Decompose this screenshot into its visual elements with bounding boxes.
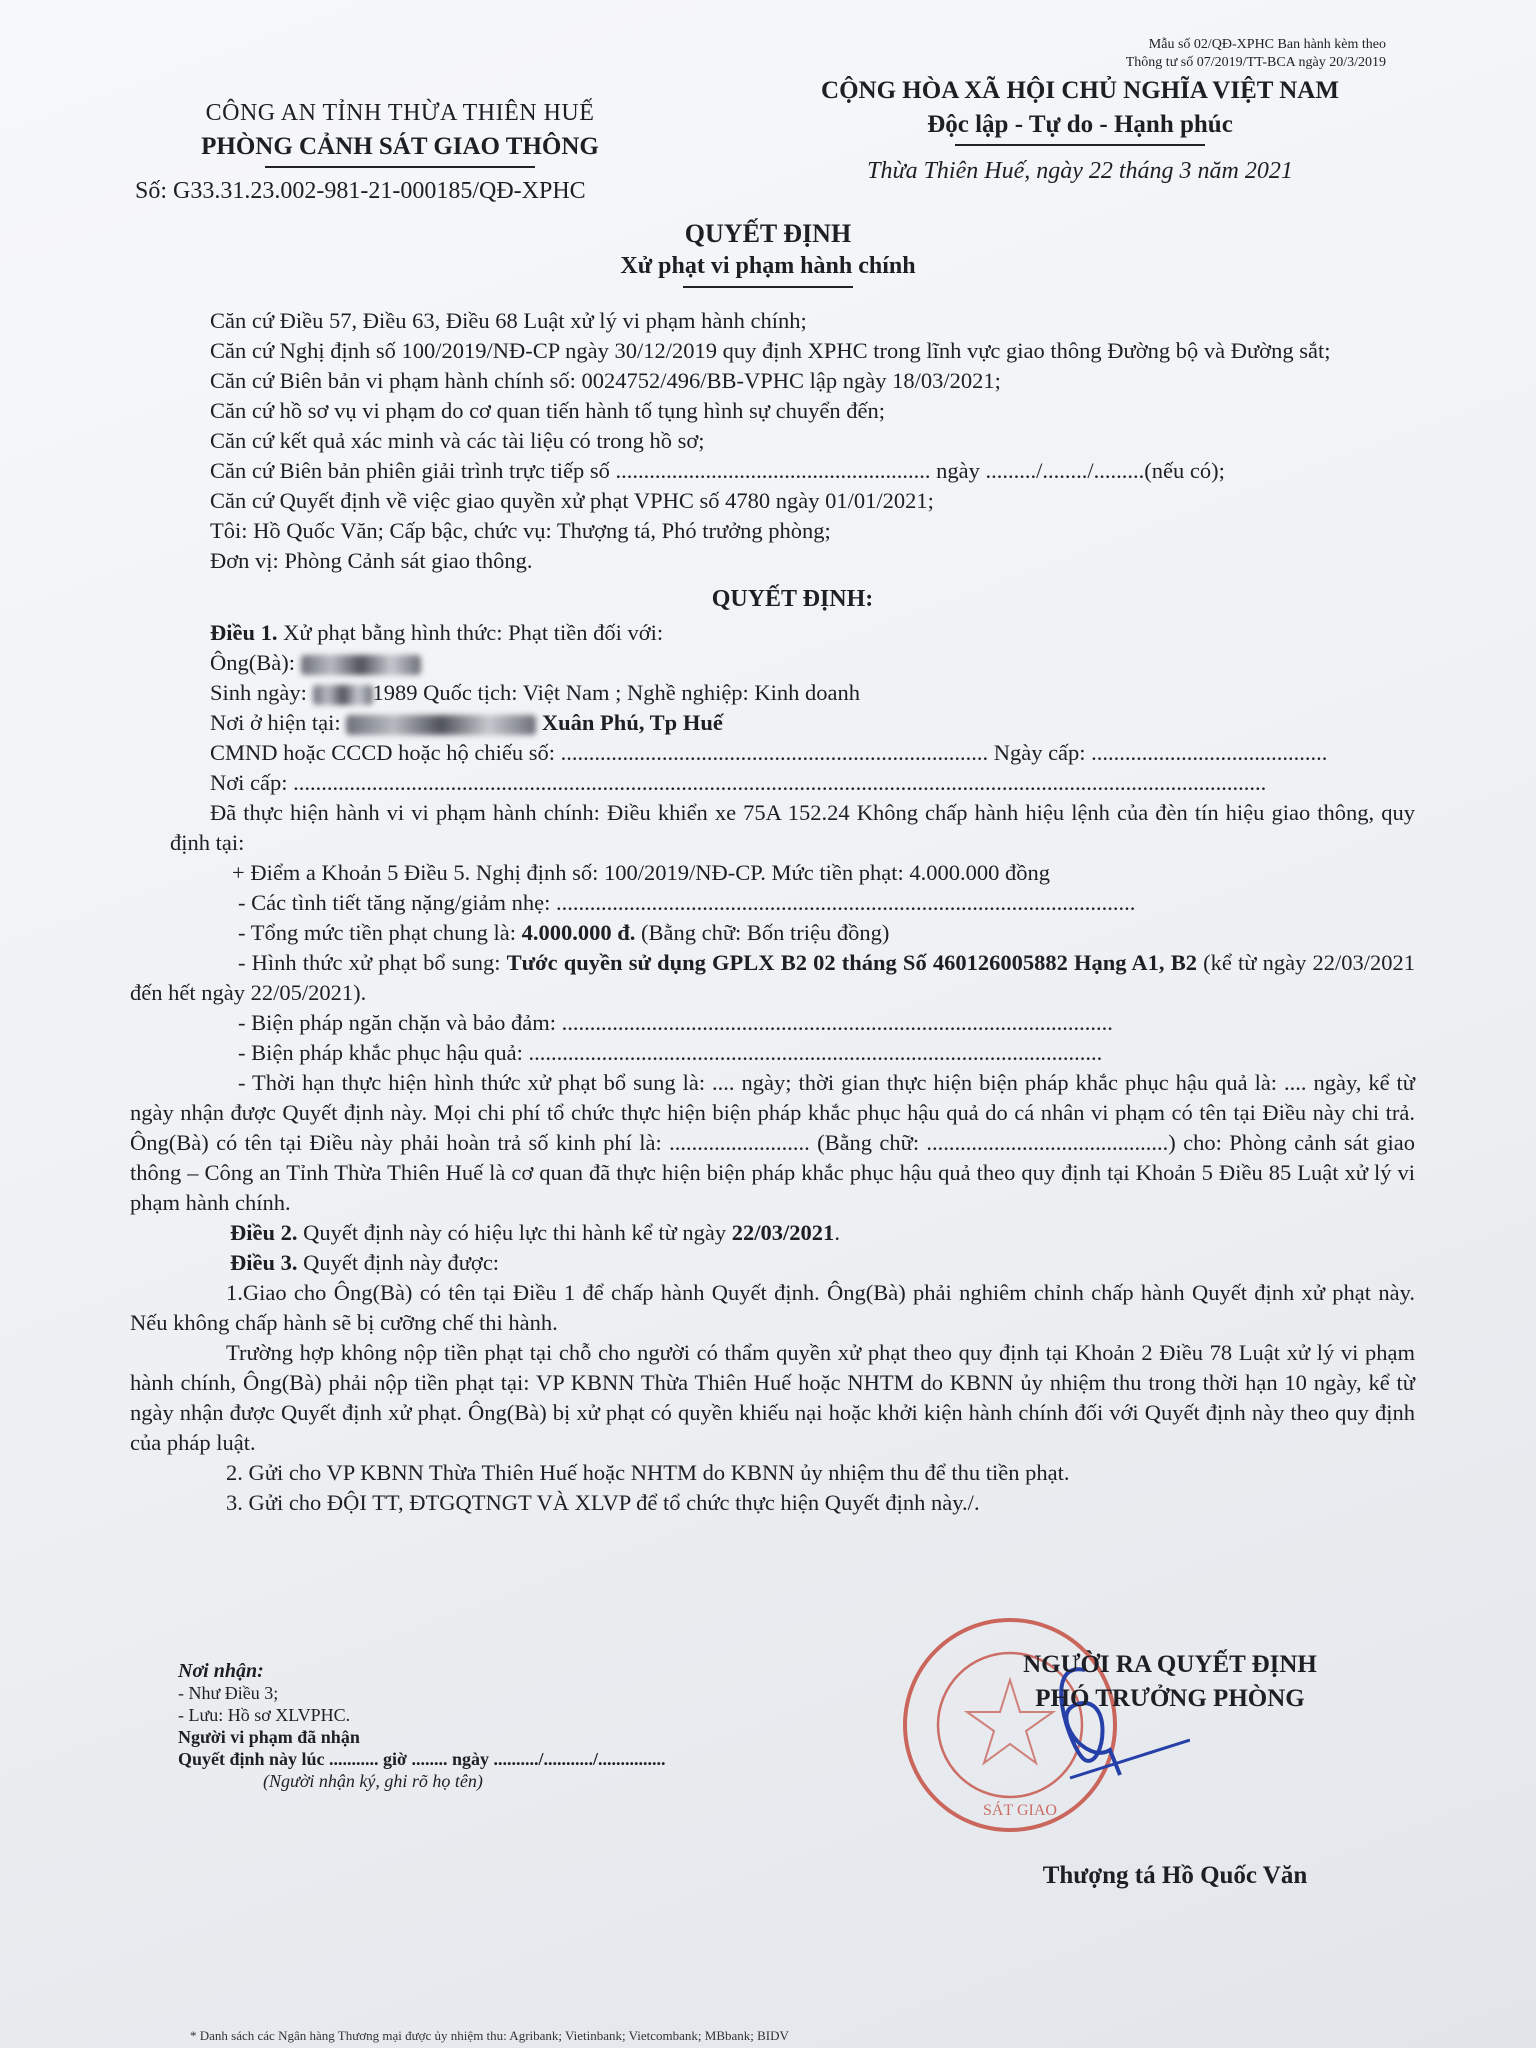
- total-words: (Bằng chữ: Bốn triệu đồng): [635, 920, 890, 945]
- extra-penalty: [130, 948, 1415, 1008]
- header-right: [780, 74, 1380, 188]
- remedy-line: - Biện pháp khắc phục hậu quả: ......................................................................................................: [238, 1040, 1103, 1065]
- article1-label: Điều 1.: [210, 620, 278, 645]
- id-line: CMND hoặc CCCD hoặc hộ chiếu số: ............................................................................ Ngày cấp: ..........................................: [210, 740, 1328, 765]
- circumstances-line: - Các tình tiết tăng nặng/giảm nhẹ: .......................................................................................................: [238, 890, 1136, 915]
- title-sub: Xử phạt vi phạm hành chính: [620, 253, 916, 279]
- article2-end: .: [834, 1220, 840, 1245]
- total-label: - Tổng mức tiền phạt chung là:: [238, 920, 522, 945]
- redacted-birthdate: [313, 685, 373, 705]
- prevent-line: - Biện pháp ngăn chặn và bảo đảm: ..................................................................................................: [238, 1010, 1113, 1035]
- divider: [955, 144, 1205, 146]
- decision-heading: QUYẾT ĐỊNH:: [711, 586, 874, 612]
- article1-intro-text: Xử phạt bằng hình thức: Phạt tiền đối với:: [277, 620, 664, 645]
- form-note-line2: Thông tư số 07/2019/TT-BCA ngày 20/3/2019: [1125, 55, 1386, 70]
- footer-note: * Danh sách các Ngân hàng Thương mại được ủy nhiệm thu: Agribank; Vietinbank; Vietcombank; MBbank; BIDV: [190, 2028, 789, 2043]
- birth-label: Sinh ngày:: [210, 680, 307, 705]
- form-note: [1126, 36, 1386, 72]
- extra-rest: (kể từ ngày 22/03/2021 đến hết ngày 22/05/2021).: [130, 950, 1415, 1005]
- total-line: [170, 918, 1415, 948]
- signer-role1: NGƯỜI RA QUYẾT ĐỊNH: [1023, 1651, 1317, 1678]
- divider: [683, 286, 853, 288]
- extra-bold: Tước quyền sử dụng GPLX B2 02 tháng Số 460126005882 Hạng A1, B2: [506, 950, 1197, 975]
- redacted-name: [301, 655, 421, 675]
- official-stamp: [870, 1600, 1190, 1860]
- place-date: Thừa Thiên Huế, ngày 22 tháng 3 năm 2021: [867, 158, 1293, 184]
- article3-item3: 3. Gửi cho ĐỘI TT, ĐTGQTNGT VÀ XLVP để tổ chức thực hiện Quyết định này./.: [226, 1490, 980, 1515]
- divider: [265, 166, 535, 168]
- basis-line: Đơn vị: Phòng Cảnh sát giao thông.: [210, 548, 533, 573]
- signer-role2: PHÓ TRƯỞNG PHÒNG: [1035, 1685, 1305, 1712]
- redacted-address: [346, 715, 536, 735]
- person-label: Ông(Bà):: [210, 650, 295, 675]
- total-value: 4.000.000 đ.: [521, 920, 636, 945]
- decision-number: Số: G33.31.23.002-981-21-000185/QĐ-XPHC: [135, 178, 586, 204]
- signer-name: Thượng tá Hồ Quốc Văn: [1042, 1862, 1308, 1889]
- acknowledge-line2: Quyết định này lúc ........... giờ ........ ngày ........../.........../...............: [178, 1749, 666, 1769]
- recipients-title: Nơi nhận:: [178, 1660, 264, 1682]
- signature-block: [980, 1648, 1360, 1716]
- article3-item2: 2. Gửi cho VP KBNN Thừa Thiên Huế hoặc NHTM do KBNN ủy nhiệm thu để thu tiền phạt.: [226, 1460, 1070, 1485]
- basis-line: Căn cứ Điều 57, Điều 63, Điều 68 Luật xử lý vi phạm hành chính;: [210, 308, 807, 333]
- article3-label: Điều 3.: [230, 1250, 298, 1275]
- deadline-text: - Thời hạn thực hiện hình thức xử phạt bổ sung là: .... ngày; thời gian thực hiện biện pháp khắc phục hậu quả là: .... ngày, kể từ ngày nhận được Quyết định này. Mọi chi phí tổ chức thực hiện biện pháp khắc phục hậu quả do cá nhân vi phạm có tên tại Điều này chi trả. Ông(Bà) có tên tại Điều này phải hoàn trả số kinh phí là: ......................... (Bằng chữ: ...........................................) cho: Phòng cảnh sát giao thông – Công an Tỉnh Thừa Thiên Huế là cơ quan đã thực hiện biện pháp khắc phục hậu quả theo quy định tại Khoản 5 Điều 85 Luật xử lý vi phạm hành chính.: [130, 1070, 1415, 1215]
- article3-item1b: Trường hợp không nộp tiền phạt tại chỗ cho người có thẩm quyền xử phạt theo quy định tại Khoản 2 Điều 78 Luật xử lý vi phạm hành chính, Ông(Bà) phải nộp tiền phạt tại: VP KBNN Thừa Thiên Huế hoặc NHTM do KBNN ủy nhiệm thu trong thời hạn 10 ngày, kể từ ngày nhận được Quyết định xử phạt. Ông(Bà) bị xử phạt có quyền khiếu nại hoặc khởi kiện hành chính đối với Quyết định này theo quy định của pháp luật.: [130, 1340, 1415, 1455]
- recipient-note: (Người nhận ký, ghi rõ họ tên): [263, 1771, 483, 1791]
- department-name: PHÒNG CẢNH SÁT GIAO THÔNG: [201, 133, 599, 160]
- motto: Độc lập - Tự do - Hạnh phúc: [927, 111, 1233, 138]
- basis-line: Căn cứ kết quả xác minh và các tài liệu có trong hồ sơ;: [210, 428, 705, 453]
- acknowledge-line1: Người vi phạm đã nhận: [178, 1727, 360, 1747]
- violation-text: Đã thực hiện hành vi vi phạm hành chính: Điều khiển xe 75A 152.24 Không chấp hành hiệu lệnh của đèn tín hiệu giao thông, quy định tại:: [170, 800, 1415, 855]
- basis-line: Căn cứ Quyết định về việc giao quyền xử phạt VPHC số 4780 ngày 01/01/2021;: [210, 488, 934, 513]
- birth-rest: Quốc tịch: Việt Nam ; Nghề nghiệp: Kinh doanh: [417, 680, 861, 705]
- nation-name: CỘNG HÒA XÃ HỘI CHỦ NGHĨA VIỆT NAM: [821, 77, 1339, 104]
- provision-line: + Điểm a Khoản 5 Điều 5. Nghị định số: 100/2019/NĐ-CP. Mức tiền phạt: 4.000.000 đồng: [232, 860, 1050, 885]
- recipient-item: - Lưu: Hồ sơ XLVPHC.: [178, 1705, 351, 1725]
- basis-line: Căn cứ hồ sơ vụ vi phạm do cơ quan tiến hành tố tụng hình sự chuyển đến;: [210, 398, 885, 423]
- article3-item1: 1.Giao cho Ông(Bà) có tên tại Điều 1 để chấp hành Quyết định. Ông(Bà) phải nghiêm chỉnh chấp hành Quyết định xử phạt này. Nếu không chấp hành sẽ bị cưỡng chế thi hành.: [130, 1280, 1415, 1335]
- title-main: QUYẾT ĐỊNH: [684, 219, 852, 248]
- document-body: [130, 306, 1415, 1518]
- address-line: [170, 708, 1415, 738]
- birth-year: 1989: [372, 680, 418, 705]
- article1-intro: [170, 618, 1415, 648]
- basis-line: Căn cứ Biên bản vi phạm hành chính số: 0024752/496/BB-VPHC lập ngày 18/03/2021;: [210, 368, 1001, 393]
- article3-intro: Quyết định này được:: [297, 1250, 500, 1275]
- article2-label: Điều 2.: [230, 1220, 298, 1245]
- article3: [170, 1248, 1415, 1278]
- form-note-line1: Mẫu số 02/QĐ-XPHC Ban hành kèm theo: [1148, 37, 1386, 52]
- basis-line: Tôi: Hồ Quốc Văn; Cấp bậc, chức vụ: Thượng tá, Phó trưởng phòng;: [210, 518, 831, 543]
- recipients-block: [178, 1660, 818, 1792]
- article2-text: Quyết định này có hiệu lực thi hành kể từ ngày: [297, 1220, 732, 1245]
- document-title: [0, 218, 1536, 288]
- issued-place-line: Nơi cấp: .............................................................................................................................................................................: [210, 770, 1267, 795]
- header-left: [130, 96, 670, 208]
- person-line: [170, 648, 1415, 678]
- article2-date: 22/03/2021: [731, 1220, 835, 1245]
- basis-line: Căn cứ Biên bản phiên giải trình trực tiếp số ........................................................ ngày ........./......../.........(nếu có);: [210, 458, 1225, 483]
- recipient-item: - Như Điều 3;: [178, 1683, 279, 1703]
- address-label: Nơi ở hiện tại:: [210, 710, 341, 735]
- stamp-text: SÁT GIAO: [983, 1802, 1057, 1819]
- extra-label: - Hình thức xử phạt bổ sung:: [238, 950, 507, 975]
- address-visible: Xuân Phú, Tp Huế: [541, 710, 723, 735]
- agency-name: CÔNG AN TỈNH THỪA THIÊN HUẾ: [205, 100, 595, 126]
- basis-line: Căn cứ Nghị định số 100/2019/NĐ-CP ngày 30/12/2019 quy định XPHC trong lĩnh vực giao thông Đường bộ và Đường sắt;: [210, 338, 1331, 363]
- birth-line: [170, 678, 1415, 708]
- article2: [170, 1218, 1415, 1248]
